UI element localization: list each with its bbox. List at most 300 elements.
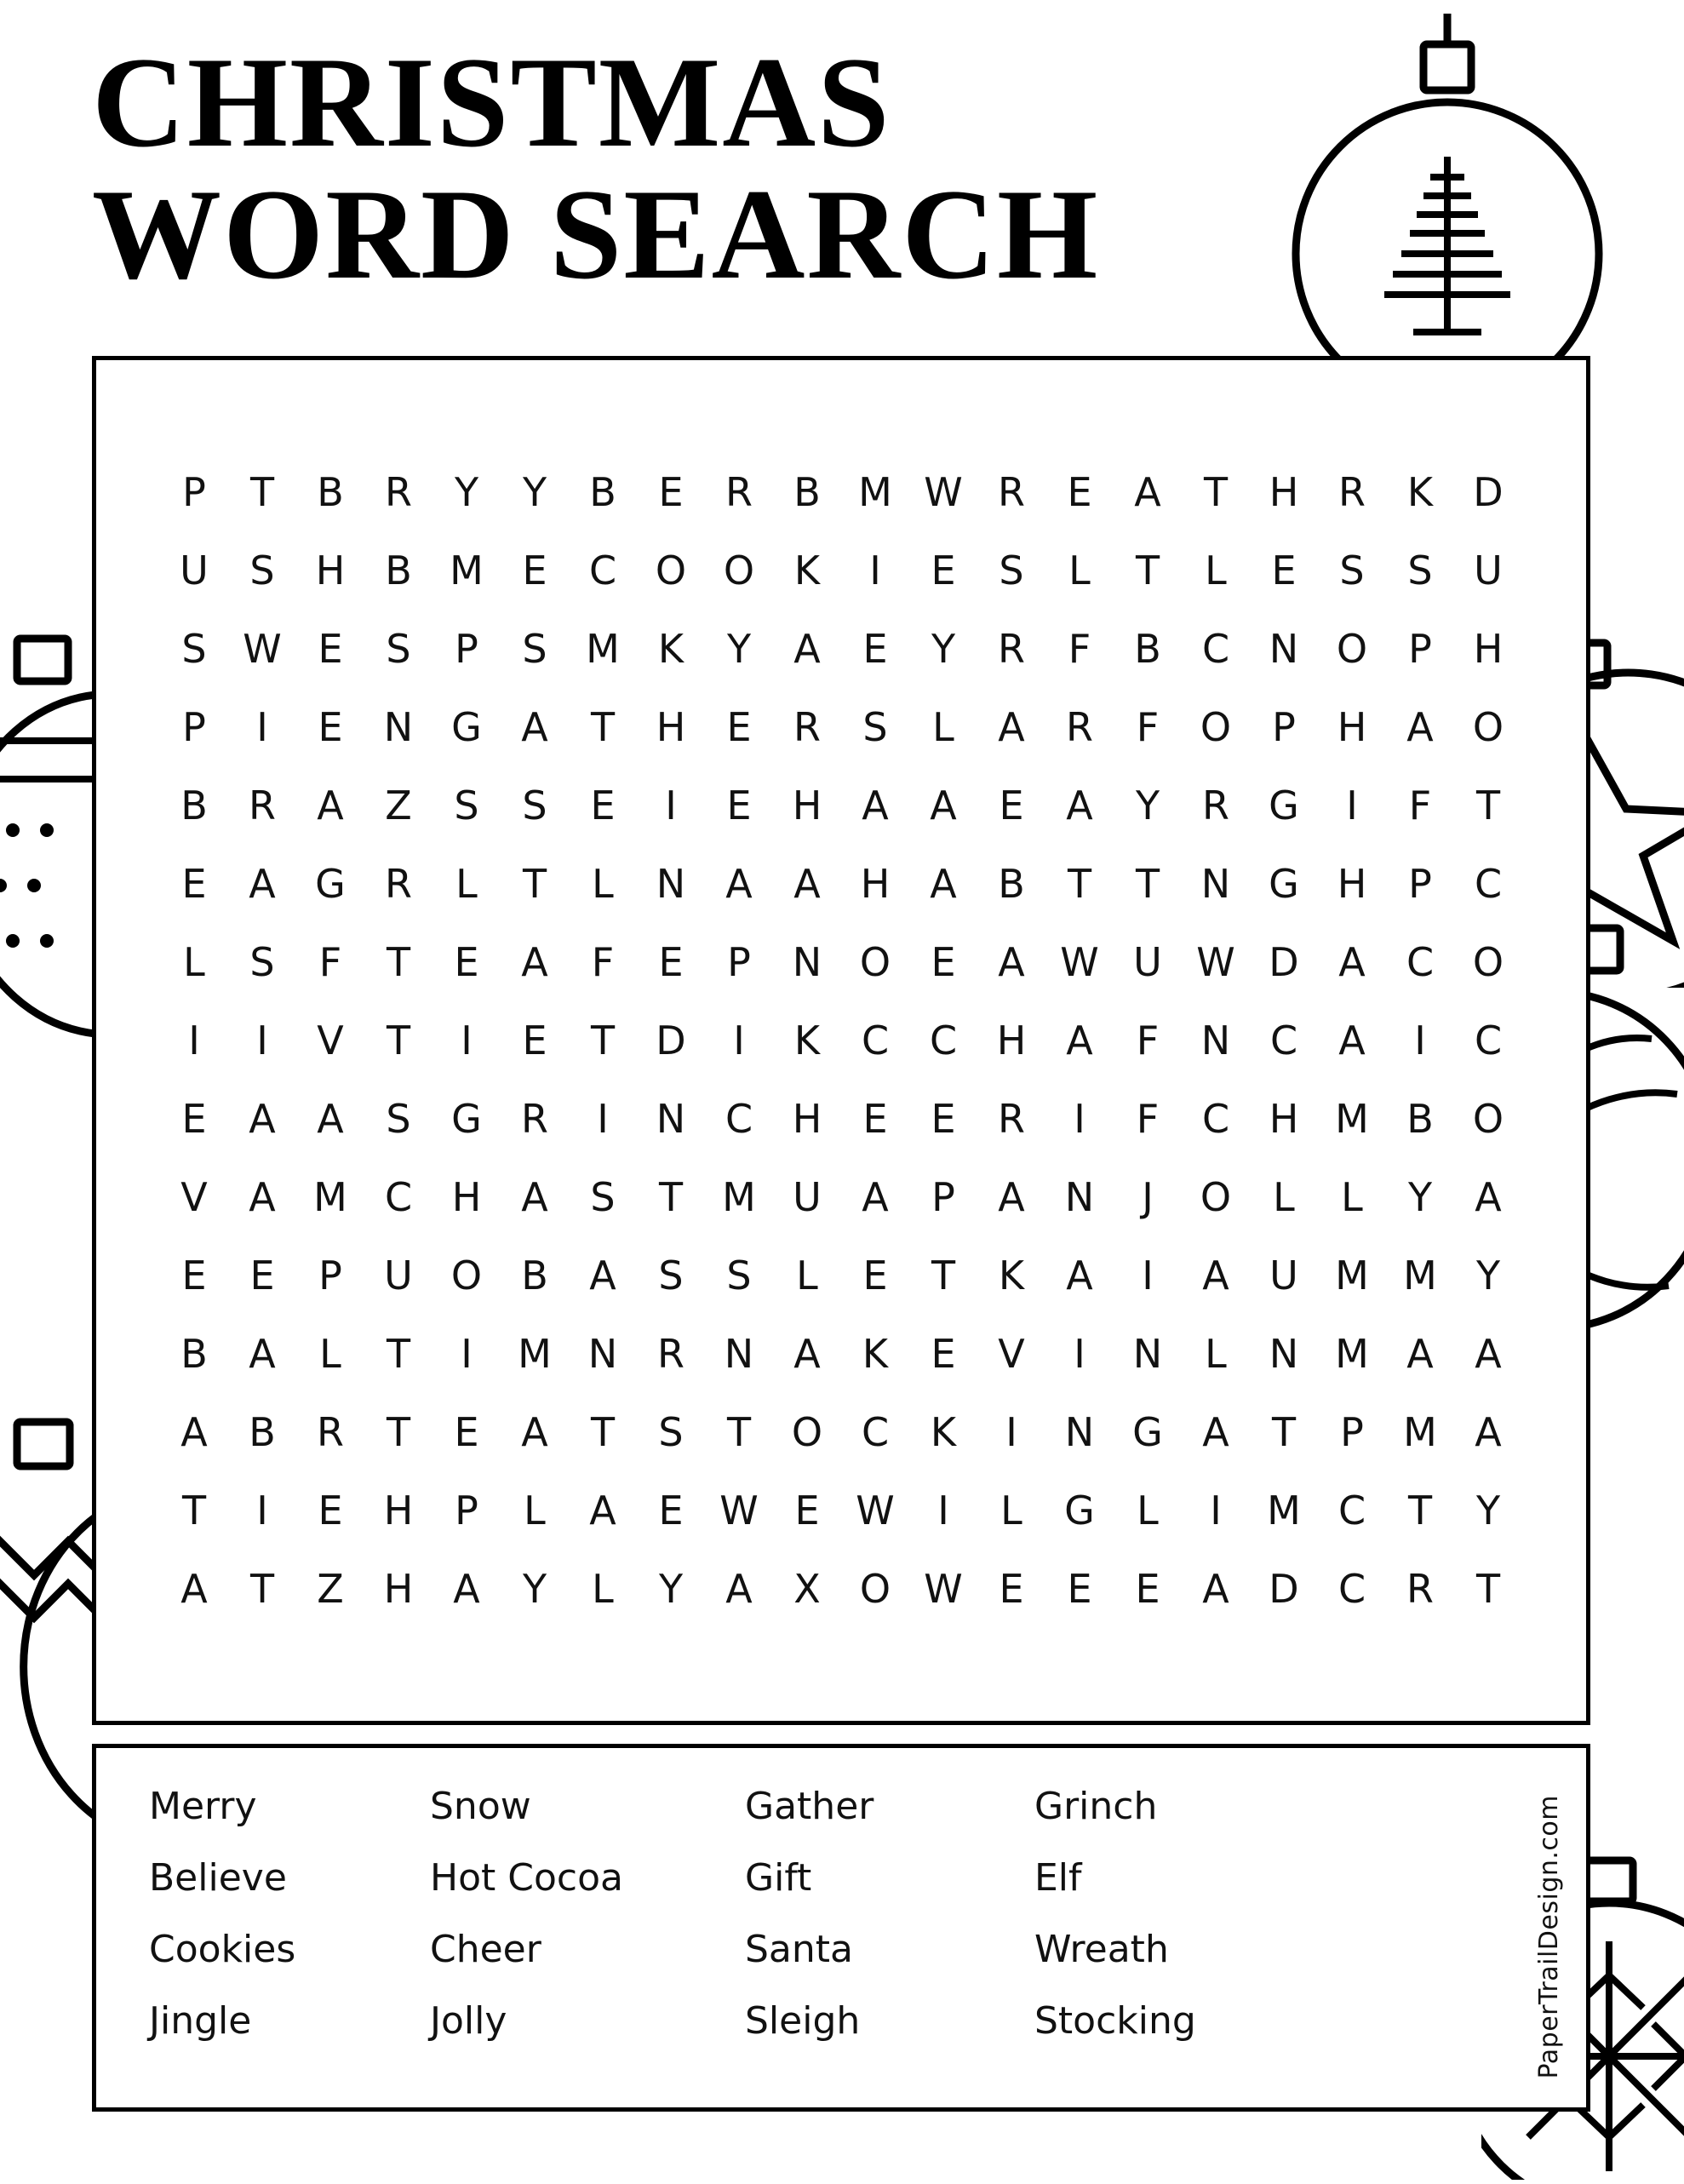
grid-cell: R	[998, 1096, 1025, 1142]
grid-cell: R	[317, 1409, 344, 1455]
grid-cell: I	[1210, 1488, 1222, 1533]
grid-cell: E	[1067, 469, 1092, 515]
grid-cell: L	[183, 939, 205, 985]
grid-cell: N	[656, 861, 686, 907]
grid-cell: I	[1414, 1017, 1426, 1063]
grid-cell: L	[1341, 1174, 1363, 1220]
word-list-item: Snow	[430, 1785, 531, 1828]
grid-cell: T	[1067, 861, 1092, 907]
grid-cell: L	[1137, 1488, 1159, 1533]
grid-cell: N	[1132, 1331, 1163, 1377]
grid-cell: T	[386, 1409, 411, 1455]
grid-cell: H	[1269, 1096, 1299, 1142]
grid-cell: H	[792, 782, 822, 828]
grid-cell: N	[1200, 861, 1231, 907]
grid-cell: C	[588, 547, 617, 593]
grid-cell: C	[1474, 1017, 1503, 1063]
grid-cell: T	[1271, 1409, 1297, 1455]
grid-cell: W	[924, 469, 963, 515]
grid-cell: T	[931, 1253, 956, 1298]
grid-cell: A	[180, 1409, 208, 1455]
grid-cell: I	[1074, 1096, 1085, 1142]
grid-cell: B	[589, 469, 616, 515]
grid-cell: R	[521, 1096, 548, 1142]
grid-cell: F	[1136, 1017, 1160, 1063]
grid-cell: R	[793, 704, 821, 750]
grid-cell: I	[461, 1017, 473, 1063]
grid-cell: E	[1135, 1566, 1160, 1612]
grid-cell: O	[1200, 1174, 1232, 1220]
grid-cell: I	[461, 1331, 473, 1377]
grid-cell: A	[249, 1331, 276, 1377]
grid-cell: H	[1337, 704, 1367, 750]
grid-cell: R	[1202, 782, 1229, 828]
grid-cell: G	[1269, 861, 1299, 907]
grid-cell: O	[1336, 626, 1368, 672]
grid-cell: T	[522, 861, 547, 907]
grid-cell: A	[1475, 1331, 1502, 1377]
grid-cell: A	[862, 1174, 889, 1220]
word-search-grid-panel	[92, 356, 1590, 1725]
grid-cell: C	[861, 1017, 890, 1063]
word-list-item: Grinch	[1034, 1785, 1158, 1828]
grid-cell: S	[1339, 547, 1365, 593]
grid-cell: T	[249, 469, 275, 515]
grid-cell: W	[1060, 939, 1099, 985]
grid-cell: A	[317, 782, 344, 828]
page-title	[92, 31, 1216, 306]
word-list-item: Gather	[745, 1785, 874, 1828]
letter-grid	[160, 453, 1522, 1628]
grid-cell: F	[1068, 626, 1091, 672]
grid-cell: P	[1340, 1409, 1364, 1455]
grid-cell: A	[1202, 1566, 1229, 1612]
grid-cell: P	[318, 1253, 342, 1298]
grid-cell: K	[793, 547, 821, 593]
grid-cell: L	[455, 861, 478, 907]
grid-cell: S	[658, 1253, 684, 1298]
grid-cell: I	[1074, 1331, 1085, 1377]
grid-cell: B	[385, 547, 412, 593]
grid-cell: L	[592, 861, 614, 907]
grid-cell: L	[1000, 1488, 1022, 1533]
grid-cell: E	[181, 1096, 207, 1142]
grid-cell: C	[1201, 1096, 1230, 1142]
grid-cell: A	[521, 704, 548, 750]
grid-cell: C	[1406, 939, 1435, 985]
grid-cell: L	[524, 1488, 546, 1533]
grid-cell: Z	[317, 1566, 344, 1612]
grid-cell: B	[180, 1331, 208, 1377]
grid-cell: X	[793, 1566, 821, 1612]
grid-cell: A	[249, 1096, 276, 1142]
grid-cell: I	[665, 782, 677, 828]
grid-cell: K	[862, 1331, 889, 1377]
grid-cell: E	[249, 1253, 275, 1298]
grid-cell: Y	[1407, 1174, 1433, 1220]
grid-cell: H	[1473, 626, 1504, 672]
grid-cell: N	[656, 1096, 686, 1142]
grid-cell: A	[725, 861, 753, 907]
grid-cell: U	[1269, 1253, 1298, 1298]
grid-cell: H	[451, 1174, 482, 1220]
grid-cell: P	[1408, 626, 1432, 672]
grid-cell: F	[1136, 704, 1160, 750]
grid-cell: D	[1473, 469, 1504, 515]
grid-cell: S	[522, 782, 547, 828]
grid-cell: E	[181, 861, 207, 907]
grid-cell: A	[1134, 469, 1161, 515]
grid-cell: C	[861, 1409, 890, 1455]
grid-cell: O	[791, 1409, 823, 1455]
word-list-item: Santa	[745, 1928, 853, 1971]
grid-cell: R	[998, 469, 1025, 515]
grid-cell: W	[856, 1488, 895, 1533]
grid-cell: N	[1269, 626, 1299, 672]
grid-cell: O	[1472, 1096, 1504, 1142]
grid-cell: M	[722, 1174, 756, 1220]
word-list-panel	[92, 1744, 1590, 2112]
grid-cell: I	[256, 704, 268, 750]
word-list-item: Wreath	[1034, 1928, 1169, 1971]
grid-cell: S	[386, 1096, 411, 1142]
grid-cell: T	[1475, 782, 1501, 828]
grid-cell: E	[1067, 1566, 1092, 1612]
grid-cell: O	[1200, 704, 1232, 750]
grid-cell: G	[1132, 1409, 1163, 1455]
grid-cell: B	[521, 1253, 548, 1298]
grid-cell: A	[998, 704, 1025, 750]
grid-cell: T	[386, 1017, 411, 1063]
grid-cell: E	[999, 1566, 1024, 1612]
grid-cell: N	[792, 939, 822, 985]
grid-cell: S	[999, 547, 1024, 593]
grid-cell: G	[1269, 782, 1299, 828]
grid-cell: L	[1273, 1174, 1295, 1220]
grid-cell: T	[1203, 469, 1229, 515]
grid-cell: E	[454, 939, 479, 985]
grid-cell: S	[249, 547, 275, 593]
grid-cell: P	[455, 626, 478, 672]
grid-cell: E	[794, 1488, 820, 1533]
grid-cell: A	[930, 861, 957, 907]
grid-cell: A	[180, 1566, 208, 1612]
grid-cell: S	[454, 782, 479, 828]
grid-cell: A	[1066, 782, 1093, 828]
grid-cell: Y	[1475, 1488, 1501, 1533]
grid-cell: E	[862, 1096, 888, 1142]
grid-cell: T	[590, 1409, 616, 1455]
grid-cell: Y	[1475, 1253, 1501, 1298]
grid-cell: I	[1005, 1409, 1017, 1455]
grid-cell: P	[455, 1488, 478, 1533]
grid-cell: F	[318, 939, 342, 985]
grid-cell: V	[317, 1017, 344, 1063]
grid-cell: E	[931, 1096, 956, 1142]
grid-cell: A	[317, 1096, 344, 1142]
grid-cell: A	[862, 782, 889, 828]
grid-cell: R	[725, 469, 753, 515]
grid-cell: T	[249, 1566, 275, 1612]
grid-cell: M	[313, 1174, 347, 1220]
grid-cell: A	[521, 1409, 548, 1455]
grid-cell: Y	[726, 626, 752, 672]
grid-cell: V	[998, 1331, 1025, 1377]
grid-cell: G	[451, 1096, 482, 1142]
grid-cell: F	[1136, 1096, 1160, 1142]
grid-cell: A	[793, 861, 821, 907]
grid-cell: A	[249, 1174, 276, 1220]
grid-cell: A	[521, 1174, 548, 1220]
grid-cell: B	[249, 1409, 276, 1455]
grid-cell: E	[318, 704, 343, 750]
word-list-item: Jingle	[149, 1999, 252, 2043]
grid-cell: Y	[454, 469, 479, 515]
grid-cell: O	[723, 547, 755, 593]
grid-cell: E	[862, 1253, 888, 1298]
grid-cell: I	[1142, 1253, 1154, 1298]
grid-cell: B	[1406, 1096, 1434, 1142]
grid-cell: S	[862, 704, 888, 750]
grid-cell: P	[182, 469, 206, 515]
grid-cell: Y	[1135, 782, 1160, 828]
grid-cell: T	[590, 1017, 616, 1063]
grid-cell: F	[591, 939, 615, 985]
grid-cell: E	[658, 1488, 684, 1533]
grid-cell: B	[317, 469, 344, 515]
word-list-item: Hot Cocoa	[430, 1856, 623, 1900]
grid-cell: I	[869, 547, 881, 593]
grid-cell: T	[590, 704, 616, 750]
grid-cell: H	[1269, 469, 1299, 515]
grid-cell: P	[727, 939, 751, 985]
grid-cell: A	[1406, 1331, 1434, 1377]
grid-cell: H	[996, 1017, 1027, 1063]
grid-cell: C	[1337, 1566, 1366, 1612]
grid-cell: A	[1475, 1174, 1502, 1220]
grid-cell: E	[522, 1017, 547, 1063]
grid-cell: J	[1142, 1174, 1154, 1220]
grid-cell: E	[318, 1488, 343, 1533]
grid-cell: L	[796, 1253, 818, 1298]
grid-cell: U	[793, 1174, 822, 1220]
grid-cell: N	[1269, 1331, 1299, 1377]
grid-cell: A	[589, 1253, 616, 1298]
grid-cell: N	[1064, 1174, 1095, 1220]
grid-cell: P	[1272, 704, 1296, 750]
word-list-item: Stocking	[1034, 1999, 1196, 2043]
grid-cell: Y	[931, 626, 956, 672]
title-line-2: WORD SEARCH	[92, 162, 1100, 306]
grid-cell: E	[181, 1253, 207, 1298]
grid-cell: P	[931, 1174, 955, 1220]
ornament-tree-icon	[1286, 7, 1609, 369]
grid-cell: T	[1407, 1488, 1433, 1533]
grid-cell: C	[929, 1017, 958, 1063]
grid-cell: S	[658, 1409, 684, 1455]
grid-cell: A	[998, 939, 1025, 985]
grid-cell: H	[383, 1488, 414, 1533]
grid-cell: A	[793, 626, 821, 672]
grid-cell: O	[1472, 704, 1504, 750]
grid-cell: W	[719, 1488, 759, 1533]
grid-cell: P	[182, 704, 206, 750]
grid-cell: S	[590, 1174, 616, 1220]
grid-cell: R	[385, 861, 412, 907]
grid-cell: S	[386, 626, 411, 672]
word-list-item: Merry	[149, 1785, 257, 1828]
grid-cell: Y	[522, 1566, 547, 1612]
grid-cell: A	[249, 861, 276, 907]
grid-cell: E	[454, 1409, 479, 1455]
grid-cell: T	[1135, 547, 1160, 593]
grid-cell: T	[386, 939, 411, 985]
grid-cell: A	[793, 1331, 821, 1377]
grid-cell: N	[724, 1331, 754, 1377]
grid-cell: D	[656, 1017, 686, 1063]
grid-cell: R	[998, 626, 1025, 672]
grid-cell: R	[385, 469, 412, 515]
grid-cell: A	[1475, 1409, 1502, 1455]
grid-cell: S	[726, 1253, 752, 1298]
grid-cell: Z	[385, 782, 412, 828]
grid-cell: E	[658, 469, 684, 515]
grid-cell: O	[450, 1253, 483, 1298]
grid-cell: A	[1338, 939, 1366, 985]
grid-cell: S	[1407, 547, 1433, 593]
grid-cell: A	[1406, 704, 1434, 750]
grid-cell: E	[726, 782, 752, 828]
grid-cell: E	[931, 939, 956, 985]
word-list	[149, 1787, 1484, 2082]
grid-cell: K	[657, 626, 684, 672]
grid-cell: K	[930, 1409, 957, 1455]
grid-cell: A	[1066, 1017, 1093, 1063]
grid-cell: E	[931, 547, 956, 593]
grid-cell: G	[315, 861, 346, 907]
word-list-item: Cheer	[430, 1928, 541, 1971]
grid-cell: C	[1474, 861, 1503, 907]
grid-cell: Y	[658, 1566, 684, 1612]
grid-cell: M	[1335, 1096, 1369, 1142]
grid-cell: H	[1337, 861, 1367, 907]
grid-cell: M	[1335, 1331, 1369, 1377]
grid-cell: B	[793, 469, 821, 515]
grid-cell: I	[597, 1096, 609, 1142]
grid-cell: W	[924, 1566, 963, 1612]
grid-cell: L	[1068, 547, 1091, 593]
grid-cell: E	[862, 626, 888, 672]
grid-cell: I	[188, 1017, 200, 1063]
grid-cell: S	[522, 626, 547, 672]
grid-cell: K	[793, 1017, 821, 1063]
grid-cell: N	[587, 1331, 618, 1377]
grid-cell: E	[1271, 547, 1297, 593]
grid-cell: O	[655, 547, 687, 593]
grid-cell: C	[1337, 1488, 1366, 1533]
grid-cell: U	[384, 1253, 413, 1298]
grid-cell: R	[1406, 1566, 1434, 1612]
grid-cell: A	[1338, 1017, 1366, 1063]
grid-cell: R	[249, 782, 276, 828]
grid-cell: M	[450, 547, 484, 593]
grid-cell: E	[999, 782, 1024, 828]
grid-cell: L	[1205, 1331, 1227, 1377]
grid-cell: O	[859, 1566, 891, 1612]
grid-cell: O	[1472, 939, 1504, 985]
credit-text: PaperTrailDesign.com	[1534, 1794, 1564, 2078]
grid-cell: N	[1064, 1409, 1095, 1455]
grid-cell: W	[1196, 939, 1235, 985]
grid-cell: H	[656, 704, 686, 750]
word-list-item: Sleigh	[745, 1999, 861, 2043]
grid-cell: P	[1408, 861, 1432, 907]
grid-cell: M	[1267, 1488, 1301, 1533]
grid-cell: A	[453, 1566, 480, 1612]
grid-cell: C	[1201, 626, 1230, 672]
grid-cell: M	[518, 1331, 552, 1377]
grid-cell: K	[1406, 469, 1434, 515]
grid-cell: E	[931, 1331, 956, 1377]
grid-cell: C	[384, 1174, 413, 1220]
grid-cell: R	[1066, 704, 1093, 750]
grid-cell: M	[858, 469, 892, 515]
grid-cell: H	[860, 861, 891, 907]
grid-cell: G	[1064, 1488, 1095, 1533]
grid-cell: T	[181, 1488, 207, 1533]
grid-cell: L	[592, 1566, 614, 1612]
grid-cell: H	[383, 1566, 414, 1612]
grid-cell: H	[315, 547, 346, 593]
word-list-item: Jolly	[430, 1999, 507, 2043]
grid-cell: N	[1200, 1017, 1231, 1063]
grid-cell: I	[1346, 782, 1358, 828]
grid-cell: M	[1335, 1253, 1369, 1298]
word-list-item: Gift	[745, 1856, 812, 1900]
grid-cell: Y	[522, 469, 547, 515]
grid-cell: T	[1135, 861, 1160, 907]
word-list-item: Cookies	[149, 1928, 296, 1971]
grid-cell: A	[725, 1566, 753, 1612]
grid-cell: U	[180, 547, 209, 593]
grid-cell: E	[522, 547, 547, 593]
grid-cell: G	[451, 704, 482, 750]
grid-cell: C	[1269, 1017, 1298, 1063]
grid-cell: R	[1338, 469, 1366, 515]
grid-cell: A	[1066, 1253, 1093, 1298]
grid-cell: F	[1408, 782, 1432, 828]
grid-cell: B	[998, 861, 1025, 907]
grid-cell: T	[1475, 1566, 1501, 1612]
grid-cell: E	[658, 939, 684, 985]
grid-cell: V	[180, 1174, 208, 1220]
grid-cell: S	[181, 626, 207, 672]
grid-cell: E	[318, 626, 343, 672]
grid-cell: C	[725, 1096, 753, 1142]
grid-cell: K	[998, 1253, 1025, 1298]
grid-cell: I	[937, 1488, 949, 1533]
grid-cell: L	[1205, 547, 1227, 593]
grid-cell: I	[256, 1488, 268, 1533]
grid-cell: T	[658, 1174, 684, 1220]
grid-cell: L	[932, 704, 954, 750]
word-list-item: Elf	[1034, 1856, 1082, 1900]
grid-cell: E	[726, 704, 752, 750]
grid-cell: M	[1403, 1409, 1437, 1455]
grid-cell: W	[243, 626, 282, 672]
grid-cell: A	[930, 782, 957, 828]
grid-cell: D	[1269, 939, 1299, 985]
